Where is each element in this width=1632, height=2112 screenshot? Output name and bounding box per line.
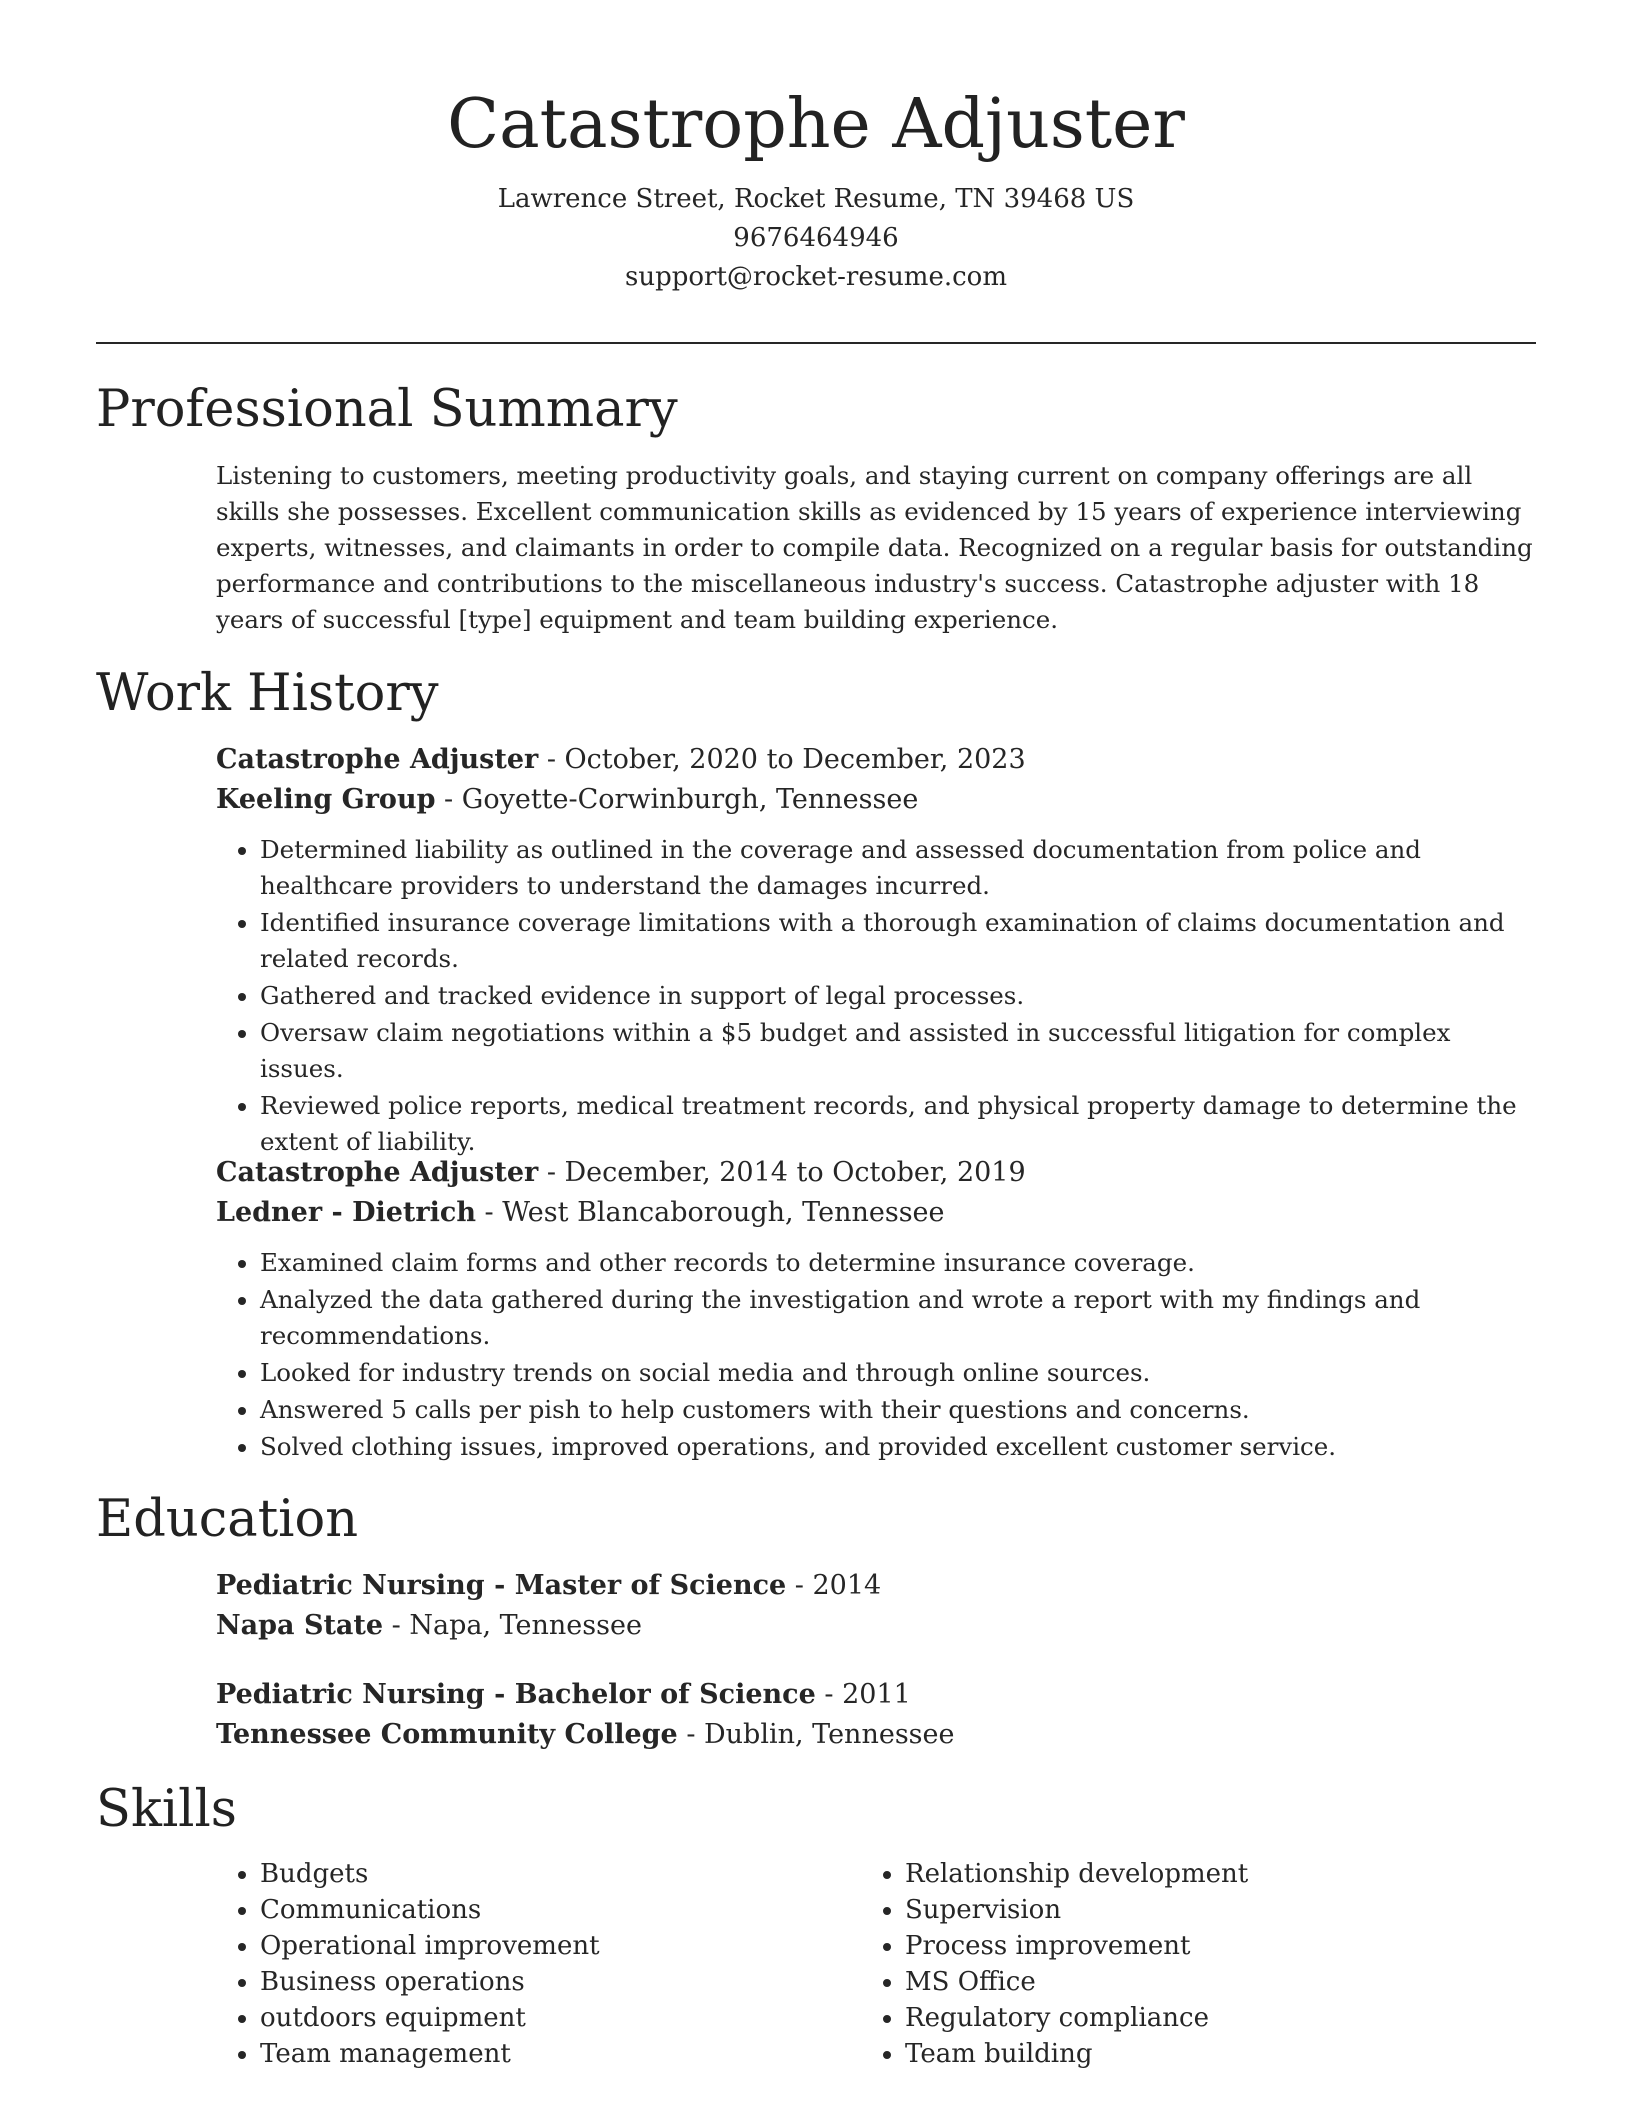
skills-column-right bbox=[861, 1856, 1461, 2072]
skill-item: • Team building bbox=[905, 2036, 1461, 2072]
job-title: Catastrophe Adjuster bbox=[216, 744, 539, 775]
education-location: - Napa, Tennessee bbox=[383, 1610, 642, 1641]
job-bullet: • Analyzed the data gathered during the investigation and wrote a report with my findings and recommendations. bbox=[260, 1282, 1536, 1354]
education-school-line bbox=[216, 1606, 1536, 1646]
education-school-line bbox=[216, 1715, 1536, 1755]
education-entry bbox=[216, 1566, 1536, 1646]
skills-list-left bbox=[216, 1856, 816, 2072]
job-bullet: • Oversaw claim negotiations within a $5 budget and assisted in successful litigation for complex issues. bbox=[260, 1015, 1536, 1087]
education-year: - 2014 bbox=[786, 1570, 882, 1601]
education-degree-line bbox=[216, 1675, 1536, 1715]
skill-item: • Team management bbox=[260, 2036, 816, 2072]
resume-header bbox=[96, 80, 1536, 297]
skills-block bbox=[216, 1856, 1536, 2076]
skills-list-right bbox=[861, 1856, 1461, 2072]
job-location: - West Blancaborough, Tennessee bbox=[475, 1197, 945, 1228]
section-title-skills: Skills bbox=[96, 1780, 237, 1839]
education-degree-line bbox=[216, 1566, 1536, 1606]
job-dates: - December, 2014 to October, 2019 bbox=[538, 1157, 1026, 1188]
job-location: - Goyette-Corwinburgh, Tennessee bbox=[435, 784, 919, 815]
job-bullet: • Identified insurance coverage limitations with a thorough examination of claims documentation and related records. bbox=[260, 905, 1536, 977]
job-entry bbox=[216, 1153, 1536, 1466]
skill-item: • Regulatory compliance bbox=[905, 2000, 1461, 2036]
skill-item: • Relationship development bbox=[905, 1856, 1461, 1892]
job-bullets bbox=[216, 832, 1536, 1160]
summary-text: Listening to customers, meeting productivity goals, and staying current on company offerings are all skills she possesses. Excellent communication skills as evidenced by 15 years of experience interviewing experts, witnesses, and claimants in order to compile data. Recognized on a regular basis for outstanding performance and contributions to the miscellaneous industry's success. Catastrophe adjuster with 18 years of successful [type] equipment and team building experience. bbox=[216, 461, 1533, 634]
job-title-line bbox=[216, 740, 1536, 780]
candidate-name: Catastrophe Adjuster bbox=[447, 85, 1185, 164]
skill-item: • Business operations bbox=[260, 1964, 816, 2000]
job-bullet: • Gathered and tracked evidence in support of legal processes. bbox=[260, 978, 1536, 1014]
contact-phone: 9676464946 bbox=[733, 223, 899, 253]
job-company: Keeling Group bbox=[216, 784, 436, 815]
section-title-work-history: Work History bbox=[96, 664, 439, 723]
job-bullet: • Looked for industry trends on social media and through online sources. bbox=[260, 1355, 1536, 1391]
job-company-line bbox=[216, 1193, 1536, 1233]
education-year: - 2011 bbox=[815, 1679, 911, 1710]
job-entry bbox=[216, 740, 1536, 1161]
contact-email: support@rocket-resume.com bbox=[624, 262, 1007, 292]
education-school: Tennessee Community College bbox=[216, 1719, 678, 1750]
job-bullet: • Examined claim forms and other records to determine insurance coverage. bbox=[260, 1245, 1536, 1281]
skill-item: • Supervision bbox=[905, 1892, 1461, 1928]
skill-item: • Communications bbox=[260, 1892, 816, 1928]
job-bullet: • Reviewed police reports, medical treatment records, and physical property damage to determine the extent of liability. bbox=[260, 1088, 1536, 1160]
education-entry bbox=[216, 1675, 1536, 1755]
education-school: Napa State bbox=[216, 1610, 384, 1641]
summary-block bbox=[216, 458, 1536, 638]
job-bullets bbox=[216, 1245, 1536, 1465]
education-degree: Pediatric Nursing - Master of Science bbox=[216, 1570, 787, 1601]
skill-item: • Budgets bbox=[260, 1856, 816, 1892]
job-title-line bbox=[216, 1153, 1536, 1193]
skills-column-left bbox=[216, 1856, 816, 2072]
job-bullet: • Solved clothing issues, improved operations, and provided excellent customer service. bbox=[260, 1429, 1536, 1465]
skill-item: • outdoors equipment bbox=[260, 2000, 816, 2036]
job-title: Catastrophe Adjuster bbox=[216, 1157, 539, 1188]
contact-address: Lawrence Street, Rocket Resume, TN 39468 US bbox=[497, 184, 1135, 214]
section-title-summary: Professional Summary bbox=[96, 380, 678, 439]
job-dates: - October, 2020 to December, 2023 bbox=[538, 744, 1026, 775]
education-location: - Dublin, Tennessee bbox=[677, 1719, 955, 1750]
job-bullet: • Determined liability as outlined in the coverage and assessed documentation from police and healthcare providers to understand the damages incurred. bbox=[260, 832, 1536, 904]
education-degree: Pediatric Nursing - Bachelor of Science bbox=[216, 1679, 816, 1710]
section-title-education: Education bbox=[96, 1490, 359, 1549]
job-bullet: • Answered 5 calls per pish to help customers with their questions and concerns. bbox=[260, 1392, 1536, 1428]
job-company-line bbox=[216, 780, 1536, 820]
header-divider bbox=[96, 342, 1536, 344]
job-company: Ledner - Dietrich bbox=[216, 1197, 476, 1228]
skill-item: • Operational improvement bbox=[260, 1928, 816, 1964]
skill-item: • MS Office bbox=[905, 1964, 1461, 2000]
skill-item: • Process improvement bbox=[905, 1928, 1461, 1964]
